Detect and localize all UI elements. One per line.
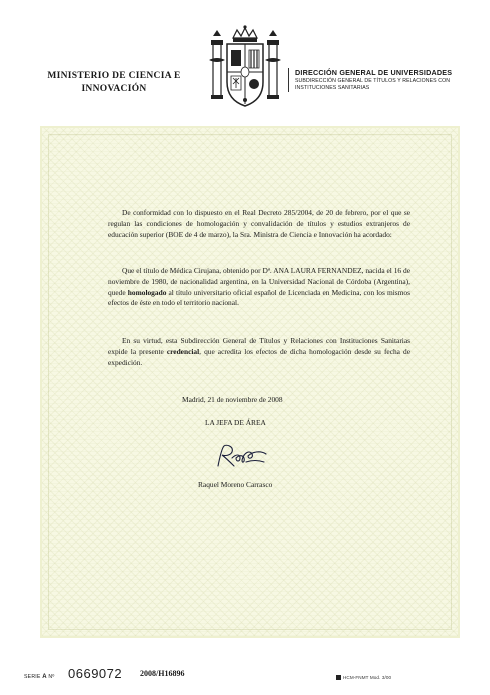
directorate-block: [288, 68, 478, 92]
coat-of-arms-icon: [207, 24, 283, 116]
serie-label: [24, 674, 54, 680]
paragraph-resolution-text-b: al título universitario oficial español de Licenciada en Medicina, con los mismos efectos de éste en todo el territorio nacional.: [108, 287, 410, 308]
subdirectorate-line-1: SUBDIRECCIÓN GENERAL DE TÍTULOS Y RELACIONES CON: [295, 78, 451, 84]
signer-name: Raquel Moreno Carrasco: [198, 480, 273, 489]
security-background-panel: [40, 126, 460, 638]
registration-number: 2008/H16896: [140, 669, 185, 678]
homologado-keyword: homologado: [127, 287, 167, 297]
serial-number: 0669072: [68, 666, 123, 681]
subdirectorate-line-2: INSTITUCIONES SANITARIAS: [295, 85, 370, 91]
paragraph-issuance-text-b: , que acredita los efectos de dicha homologación desde su fecha de expedición.: [108, 346, 410, 367]
handwritten-signature: [212, 440, 272, 472]
credencial-keyword: credencial: [166, 346, 200, 356]
ministry-name: [24, 70, 204, 96]
paragraph-resolution-text-a: Que el título de Médica Cirujana, obtenido por Dª. ANA LAURA FERNANDEZ, nacida el 16 de noviembre de 1980, de nacionalidad argentina, en la Universidad Nacional de Córdoba (Argentina), quede: [108, 266, 410, 297]
paragraph-issuance-text-a: En su virtud, esta Subdirección General de Títulos y Relaciones con Instituciones Sanitarias expide la presente: [108, 336, 410, 356]
print-mark: [336, 675, 391, 680]
paragraph-resolution: [108, 266, 410, 309]
paragraph-issuance: [108, 336, 410, 368]
ministry-line-2: INNOVACIÓN: [81, 84, 147, 94]
print-mark-square-icon: [336, 675, 341, 680]
paragraph-legal-basis: [108, 208, 410, 240]
paragraph-legal-basis-text: De conformidad con lo dispuesto en el Real Decreto 285/2004, de 20 de febrero, por el que se regulan las condiciones de homologación y convalidación de títulos y estudios extranjeros de educación superior (BOE de 4 de marzo), la Sra. Ministra de Ciencia e Innovación ha acordado:: [108, 208, 410, 239]
serie-prefix: SERIE: [24, 674, 43, 680]
ministry-line-1: MINISTERIO DE CIENCIA E: [47, 71, 181, 81]
directorate-title: DIRECCIÓN GENERAL DE UNIVERSIDADES: [295, 68, 453, 77]
print-mark-text: HCM-FNMT Mod. 3/00: [343, 675, 392, 680]
serie-suffix: Nº: [46, 674, 55, 680]
signer-role: LA JEFA DE ÁREA: [205, 418, 266, 427]
place-and-date: Madrid, 21 de noviembre de 2008: [182, 395, 283, 404]
serie-letter: A: [42, 674, 47, 680]
